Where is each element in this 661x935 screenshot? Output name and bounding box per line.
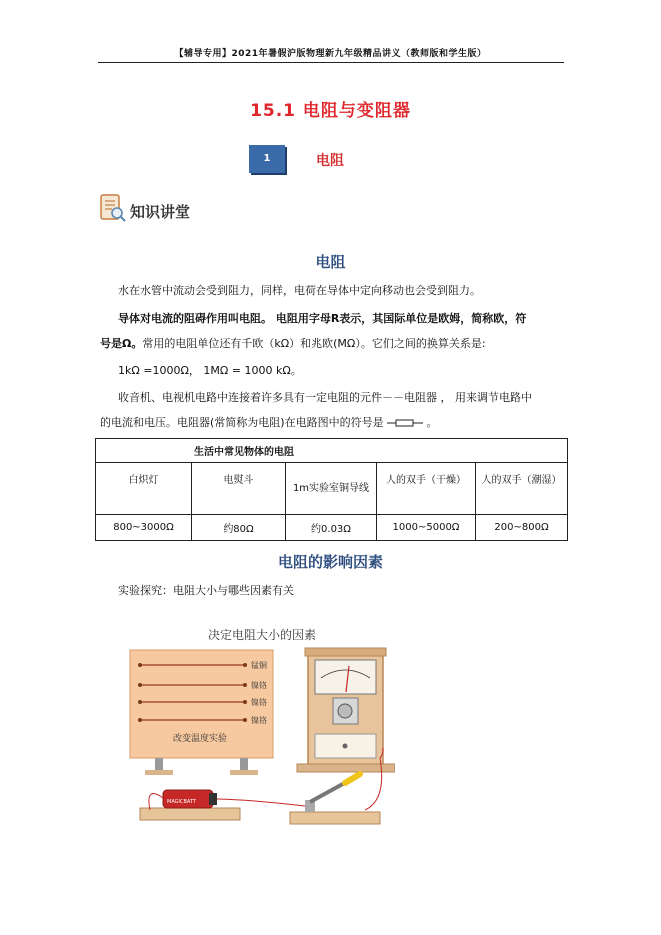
page-title: 15.1 电阻与变阻器 <box>250 101 411 121</box>
table-header-cell: 电熨斗 <box>192 463 286 515</box>
board-stand <box>240 758 248 772</box>
header-divider <box>98 62 564 63</box>
ammeter-top <box>305 648 386 656</box>
wire-terminal <box>243 718 247 722</box>
experiment-text: 实验探究：电阻大小与哪些因素有关 <box>118 584 294 597</box>
wire-terminal <box>243 700 247 704</box>
unit-conversion-text: 常用的电阻单位还有千欧（kΩ）和兆欧(MΩ）。它们之间的换算关系是: <box>142 337 486 350</box>
resistor-symbol-icon <box>387 418 423 428</box>
wire-terminal <box>243 663 247 667</box>
table-header-cell: 白炽灯 <box>96 463 192 515</box>
table-header-cell: 人的双手（干燥） <box>377 463 476 515</box>
paragraph-intro: 水在水管中流动会受到阻力，同样，电荷在导体中定向移动也会受到阻力。 <box>118 284 481 297</box>
wire-terminal <box>243 683 247 687</box>
table-value-cell: 1000~5000Ω <box>377 515 476 541</box>
battery-terminal <box>209 793 217 805</box>
factors-heading: 电阻的影响因素 <box>277 553 383 571</box>
wire-terminal <box>138 663 142 667</box>
ammeter-dial <box>315 660 376 694</box>
knowledge-heading: 知识讲堂 <box>130 203 191 221</box>
paragraph-resistor: 收音机、电视机电路中连接着许多具有一定电阻的元件－－电阻器 ， 用来调节电路中 <box>118 391 532 404</box>
board-stand <box>155 758 163 772</box>
paragraph-units <box>100 337 570 351</box>
resistance-heading: 电阻 <box>315 253 346 271</box>
paragraph-symbol <box>100 416 570 430</box>
meter-base <box>297 764 395 772</box>
table-value-cell: 约80Ω <box>192 515 286 541</box>
section-number-badge: 1 <box>249 145 285 173</box>
section-title: 电阻 <box>316 153 344 169</box>
paragraph-conversion: 1kΩ =1000Ω， 1MΩ = 1000 kΩ。 <box>118 364 302 377</box>
paragraph-definition: 导体对电流的阻碍作用叫电阻。 电阻用字母R表示，其国际单位是欧姆，简称欧，符 <box>118 312 527 325</box>
page-header: 【辅导专用】2021年暑假沪版物理新九年级精品讲义（教师版和学生版） <box>174 49 487 59</box>
meter-coil-core <box>338 704 352 718</box>
table-caption: 生活中常见物体的电阻 <box>96 439 568 463</box>
board-caption: 改变温度实验 <box>173 734 228 744</box>
resistance-table <box>95 438 568 541</box>
wire-terminal <box>138 718 142 722</box>
board-stand-base <box>230 770 258 775</box>
resistance-experiment-illustration <box>125 640 395 835</box>
unit-symbol-text: 号是Ω。 <box>100 337 143 350</box>
table-value-cell: 800~3000Ω <box>96 515 192 541</box>
diagram-title: 决定电阻大小的因素 <box>208 628 317 642</box>
wire-label: 镍铬 <box>251 681 267 690</box>
wire-label: 锰铜 <box>251 661 267 670</box>
wire-terminal <box>138 683 142 687</box>
table-value-cell: 约0.03Ω <box>286 515 377 541</box>
wire-label: 镍铬 <box>251 716 267 725</box>
battery-label: MAGICBATT <box>167 799 196 805</box>
board-stand-base <box>145 770 173 775</box>
battery-base <box>140 808 240 820</box>
table-header-cell: 人的双手（潮湿） <box>476 463 568 515</box>
switch-base <box>290 812 380 824</box>
wire-terminal <box>138 700 142 704</box>
table-header-cell: 1m实验室铜导线 <box>286 463 377 515</box>
table-value-cell: 200~800Ω <box>476 515 568 541</box>
symbol-sentence-end: 。 <box>426 416 438 429</box>
switch-handle <box>345 774 360 783</box>
symbol-sentence: 的电流和电压。电阻器(常简称为电阻)在电路图中的符号是 <box>100 416 384 429</box>
notebook-magnifier-icon <box>100 193 126 223</box>
wire-label: 镍铬 <box>251 698 267 707</box>
drawer-knob <box>343 744 348 749</box>
